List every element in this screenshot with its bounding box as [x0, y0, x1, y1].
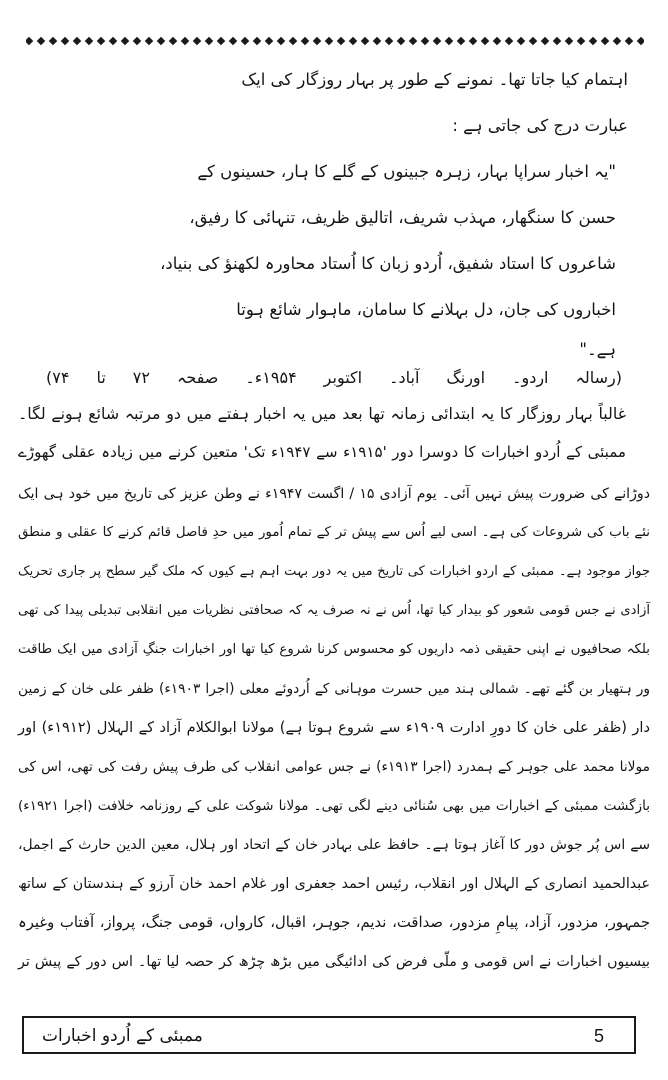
page-body	[18, 62, 650, 1002]
border-diamond	[493, 37, 501, 45]
footer-book-title: ممبئی کے اُردو اخبارات	[42, 1026, 203, 1046]
quote-line: شاعروں کا استاد شفیق، اُردو زبان کا اُستاد محاورہ لکھنؤ کی بنیاد،	[160, 254, 616, 273]
border-diamond	[613, 37, 621, 45]
border-diamond	[325, 37, 333, 45]
quote-line: حسن کا سنگھار، مہذب شریف، اتالیق ظریف، تنہائی کا رفیق،	[189, 208, 616, 227]
border-diamond	[601, 37, 609, 45]
citation: (رسالہ اردو۔ اورنگ آباد۔ اکتوبر ۱۹۵۴ء۔ صفحہ ۷۲ تا ۷۴)	[46, 368, 623, 387]
page-footer	[22, 1016, 636, 1054]
border-diamond	[301, 37, 309, 45]
page-number: 5	[593, 1026, 604, 1046]
border-diamond	[229, 37, 237, 45]
paragraph-line: ور ہتھیار بن گئے تھے۔ شمالی ہند میں حسرت موہانی کے اُردوئے معلی (اجرا ۱۹۰۳ء) ظفر علی خان کے زمین	[18, 681, 650, 697]
border-diamond	[73, 37, 81, 45]
border-diamond	[577, 37, 585, 45]
border-diamond	[253, 37, 261, 45]
border-diamond	[541, 37, 549, 45]
paragraph-line: ممبئی کے اُردو اخبارات کا دوسرا دور '۱۹۱۵ء سے ۱۹۴۷ء تک' متعین کرنے میں زیادہ عقلی گھوڑے	[18, 443, 626, 461]
border-diamond	[289, 37, 297, 45]
paragraph-line: نئے باب کی شروعات کی ہے۔ اسی لیے اُس سے پیش تر کے تمام اُمور میں حدِ فاصل قائم کرنے کا عقلی و منطق	[18, 525, 650, 540]
paragraph-line: جمہور، مزدور، آزاد، پیامِ مزدور، صداقت، ندیم، جوہر، اقبال، کارواں، قومی جنگ، پرواز، آفتاب وغیرہ	[18, 914, 650, 931]
border-diamond	[313, 37, 321, 45]
border-diamond	[157, 37, 165, 45]
border-diamond	[409, 37, 417, 45]
border-diamond	[637, 37, 644, 45]
border-diamond	[481, 37, 489, 45]
border-diamond	[241, 37, 249, 45]
paragraph-line: دوڑانے کی ضرورت پیش نہیں آئی۔ یوم آزادی ۱۵ / اگست ۱۹۴۷ء نے وطن عزیز کی تاریخ میں خود ہی ایک	[18, 486, 650, 502]
quote-line: "یہ اخبار سراپا بہار، زہرہ جبینوں کے گلے کا ہار، حسینوں کے	[197, 162, 616, 181]
border-diamond	[26, 37, 33, 45]
border-diamond	[397, 37, 405, 45]
border-diamond	[445, 37, 453, 45]
top-decorative-border	[26, 36, 644, 46]
border-diamond	[625, 37, 633, 45]
border-diamond	[589, 37, 597, 45]
border-diamond	[337, 37, 345, 45]
border-diamond	[505, 37, 513, 45]
border-diamond	[361, 37, 369, 45]
border-diamond	[457, 37, 465, 45]
border-diamond	[277, 37, 285, 45]
border-diamond	[205, 37, 213, 45]
border-diamond	[421, 37, 429, 45]
border-diamond	[385, 37, 393, 45]
paragraph-line: عبدالحمید انصاری کے الہلال اور انقلاب، رئیس احمد جعفری اور غلام احمد خان آرزو کے ہندستان کے ساتھ	[18, 876, 650, 892]
border-diamond	[61, 37, 69, 45]
border-diamond	[517, 37, 525, 45]
border-diamond	[145, 37, 153, 45]
border-diamond	[37, 37, 45, 45]
text-line: اہتمام کیا جاتا تھا۔ نمونے کے طور پر بہار روزگار کی ایک	[241, 70, 628, 89]
paragraph-line: جواز موجود ہے۔ ممبئی کے اردو اخبارات کی تاریخ میں یہ دور بہت اہم ہے کیوں کہ ملک گیر سطح پر جاری تحریک	[18, 564, 650, 579]
border-diamond	[433, 37, 441, 45]
border-diamond	[169, 37, 177, 45]
border-diamond	[85, 37, 93, 45]
paragraph-line: بلکہ صحافیوں نے اپنی حقیقی ذمہ داریوں کو محسوس کرنا شروع کیا تھا اور اخبارات جنگِ آزادی میں ایک طاقت	[18, 642, 650, 657]
border-diamond	[529, 37, 537, 45]
border-diamond	[373, 37, 381, 45]
paragraph-line: سے اس پُر جوش دور کا آغاز ہوتا ہے۔ حافظ علی بہادر خان کے اتحاد اور ہلال، معین الدین حارث کے اجمل،	[18, 837, 650, 853]
border-diamond	[133, 37, 141, 45]
paragraph-line: دار (ظفر علی خان کا دورِ ادارت ۱۹۰۹ء سے شروع ہوتا ہے) مولانا ابوالکلام آزاد کے الہلال (۱۹۱۲ء) اور	[18, 719, 651, 736]
border-diamond	[349, 37, 357, 45]
border-diamond	[97, 37, 105, 45]
border-diamond	[181, 37, 189, 45]
border-diamond	[565, 37, 573, 45]
border-diamond	[217, 37, 225, 45]
border-diamond	[553, 37, 561, 45]
quote-line: ہے۔"	[579, 340, 616, 359]
border-diamond	[193, 37, 201, 45]
quote-line: اخباروں کی جان، دل بہلانے کا سامان، ماہوار شائع ہوتا	[236, 300, 616, 319]
border-diamond	[121, 37, 129, 45]
paragraph-line: غالباً بہار روزگار کا یہ ابتدائی زمانہ تھا بعد میں یہ اخبار ہفتے میں دو مرتبہ شائع ہونے لگا۔	[18, 404, 626, 423]
border-diamond	[265, 37, 273, 45]
text-line: عبارت درج کی جاتی ہے :	[452, 116, 628, 135]
border-diamond	[109, 37, 117, 45]
paragraph-line: بازگشت ممبئی کے اخبارات میں بھی سُنائی دینے لگی تھی۔ مولانا شوکت علی کے روزنامہ خلافت (اجرا ۱۹۲۱ء)	[18, 798, 650, 814]
paragraph-line: بیسیوں اخبارات نے اس قومی و ملّی فرض کی ادائیگی میں بڑھ چڑھ کر حصہ لیا تھا۔ اس دور کے پیش تر	[18, 954, 650, 970]
border-diamond	[49, 37, 57, 45]
border-diamond	[469, 37, 477, 45]
paragraph-line: مولانا محمد علی جوہر کے ہمدرد (اجرا ۱۹۱۳ء) نے جس عوامی انقلاب کی طرف پیش رفت کی تھی، اس کی	[18, 759, 650, 775]
paragraph-line: آزادی نے جس قومی شعور کو بیدار کیا تھا، اُس نے نہ صرف یہ کہ صحافتی نظریات میں انقلابی تبدیلی پیدا کی تھی	[18, 603, 650, 618]
